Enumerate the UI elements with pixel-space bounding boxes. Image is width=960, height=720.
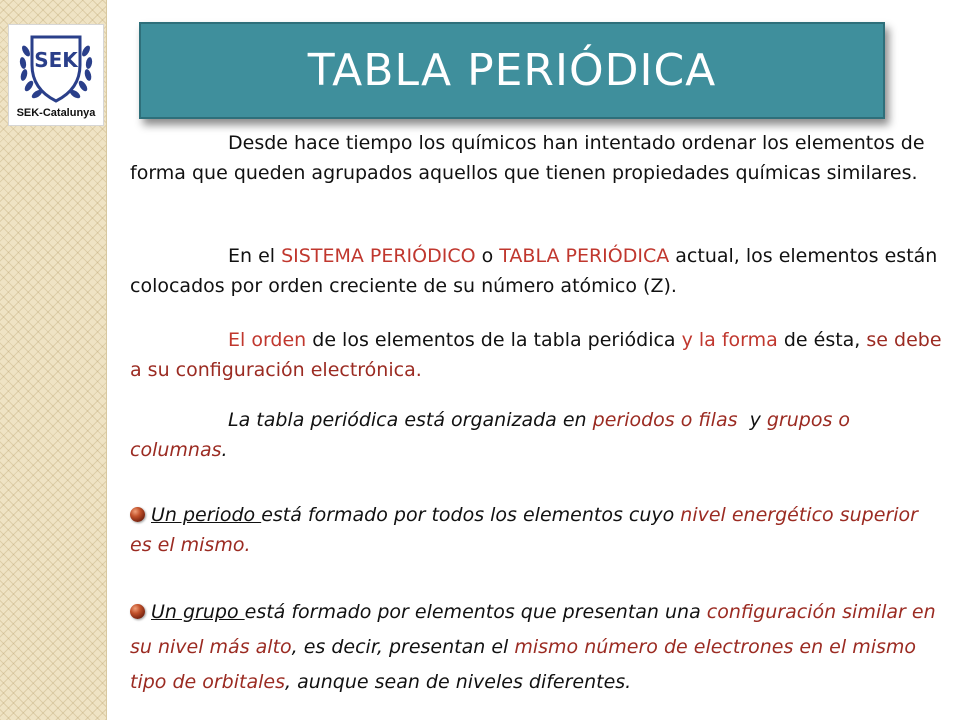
p6-text-f: , aunque sean de niveles diferentes.	[284, 671, 632, 693]
bullet-item-grupo	[130, 595, 945, 700]
p2-text-c: o	[475, 245, 500, 267]
p5-term-periodo: Un periodo	[151, 504, 262, 526]
p4-text-e: .	[221, 439, 228, 461]
p6-highlight-configuracion: configuración similar en su nivel más alto	[130, 601, 936, 658]
svg-text:SEK: SEK	[34, 48, 78, 72]
paragraph-intro-text: Desde hace tiempo los químicos han intentado ordenar los elementos de forma que queden agrupados aquellos que tienen propiedades químicas similares.	[130, 132, 925, 184]
paragraph-organizacion	[130, 405, 945, 465]
paragraph-intro	[130, 128, 945, 188]
p6-term-grupo: Un grupo	[151, 601, 245, 623]
p2-highlight-sistema: SISTEMA PERIÓDICO	[281, 245, 476, 267]
p4-highlight-periodos: periodos o filas	[592, 409, 738, 431]
p3-text-d: de ésta,	[777, 329, 867, 351]
bullet-icon	[130, 604, 145, 619]
title-banner	[139, 22, 885, 119]
p2-text-e: actual, los elementos están colocados por orden creciente de su número atómico (Z).	[130, 245, 938, 297]
p3-text-b: de los elementos de la tabla periódica	[306, 329, 682, 351]
p3-highlight-orden: El orden	[228, 329, 307, 351]
logo-caption: SEK-Catalunya	[16, 107, 96, 119]
p4-highlight-grupos: grupos o columnas	[130, 409, 851, 461]
p6-highlight-electrones: mismo número de electrones en el mismo tipo de orbitales	[130, 636, 917, 693]
p6-text-b: está formado por elementos que presentan una	[244, 601, 707, 623]
bullet-item-periodo	[130, 500, 945, 560]
p4-text-a: La tabla periódica está organizada en	[228, 409, 593, 431]
p3-highlight-configuracion: se debe a su configuración electrónica.	[130, 329, 942, 381]
laurel-shield-icon	[16, 29, 96, 107]
bullet-icon	[130, 507, 145, 522]
p6-text-d: , es decir, presentan el	[291, 636, 515, 658]
sek-logo	[8, 24, 104, 126]
p3-highlight-forma: y la forma	[681, 329, 778, 351]
page-title: TABLA PERIÓDICA	[307, 45, 717, 96]
p2-text-a: En el	[228, 245, 282, 267]
p2-highlight-tabla: TABLA PERIÓDICA	[499, 245, 670, 267]
p5-text-b: está formado por todos los elementos cuyo	[261, 504, 681, 526]
p5-highlight-nivel: nivel energético superior es el mismo.	[130, 504, 918, 556]
p4-text-c: y	[737, 409, 767, 431]
paragraph-orden	[130, 325, 945, 385]
paragraph-sistema-periodico	[130, 241, 945, 301]
